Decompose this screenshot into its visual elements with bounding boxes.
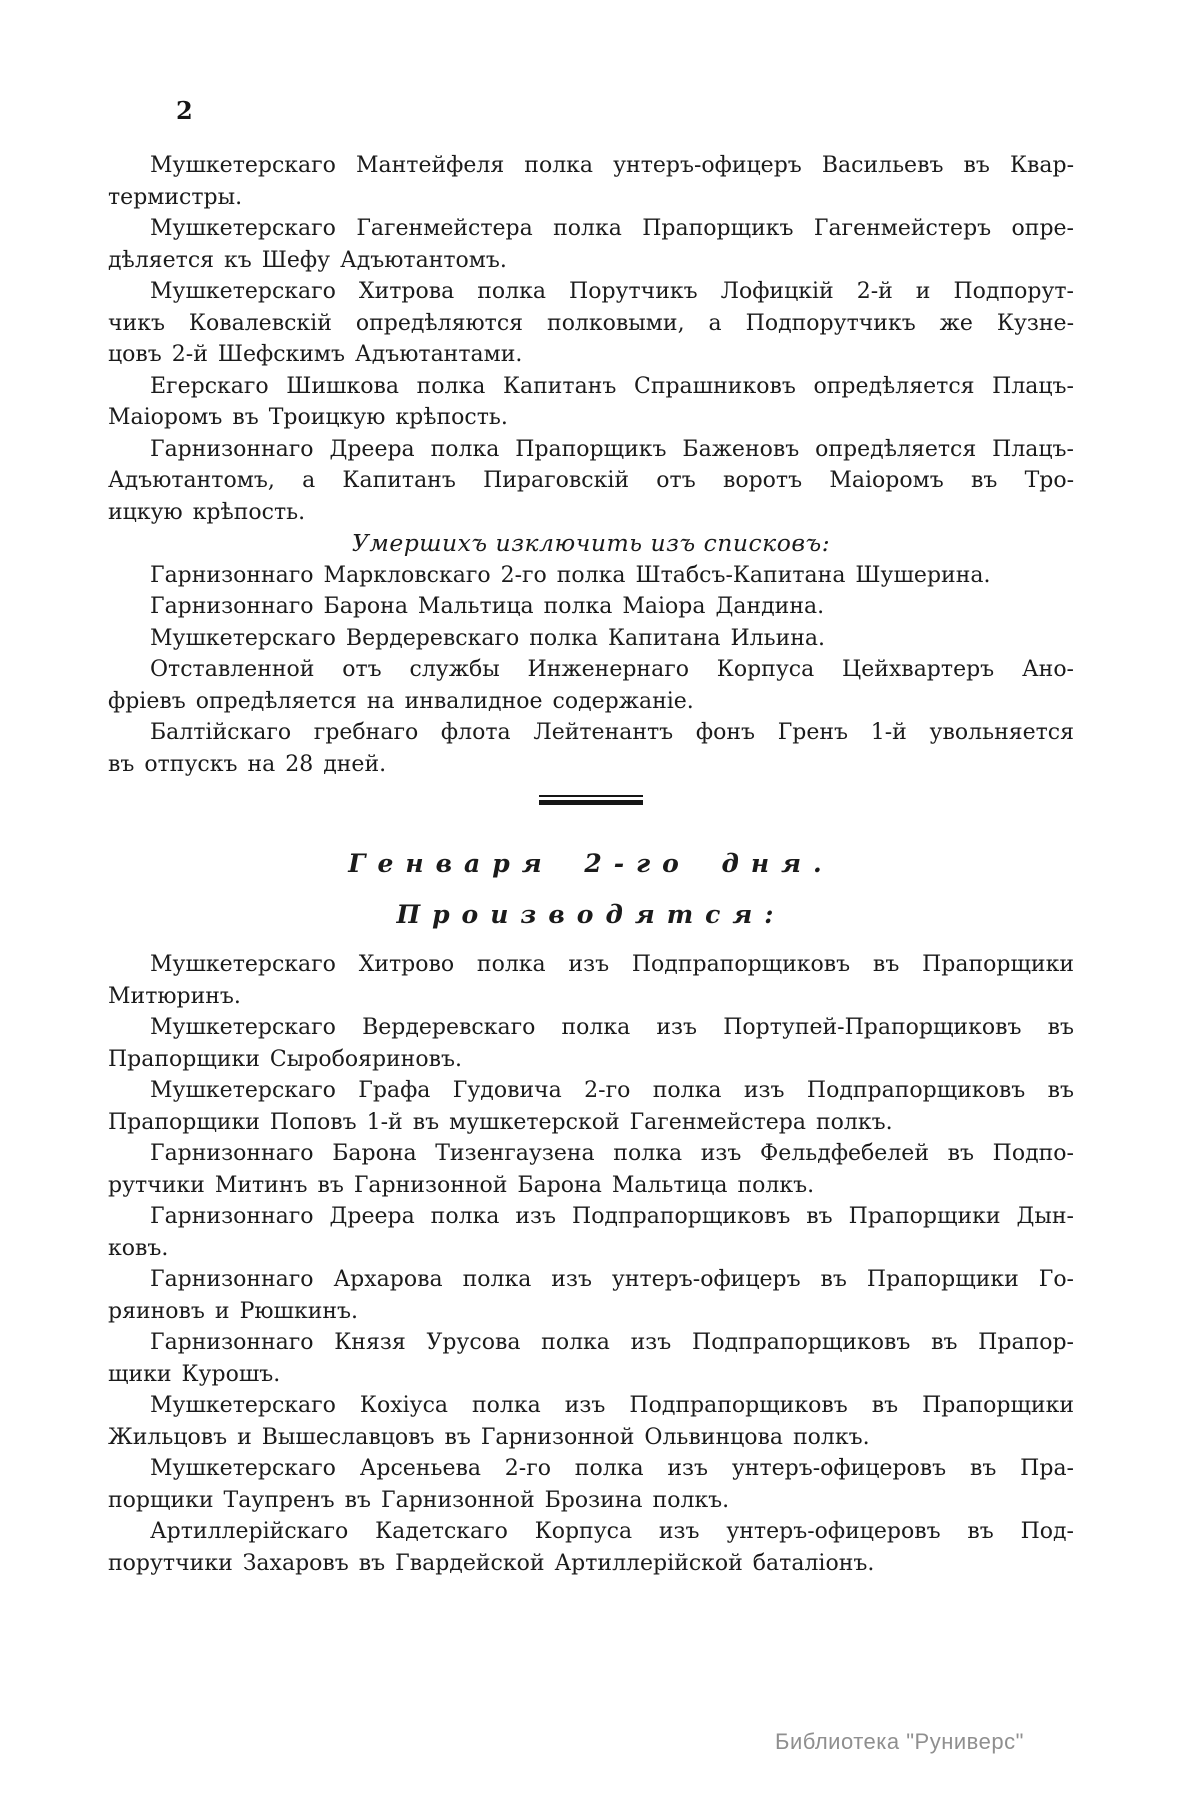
paragraph — [108, 150, 1074, 213]
text-line: Мушкетерскаго Вердеревскаго полка Капитана Ильина. — [150, 625, 826, 651]
paragraph — [108, 654, 1074, 717]
text-block — [108, 150, 1074, 1579]
text-line: Мушкетерскаго Вердеревскаго полка изъ Портупей-Прапорщиковъ въ — [150, 1015, 1074, 1040]
paragraph — [108, 1264, 1074, 1327]
library-watermark: Библиотека "Руниверс" — [775, 1729, 1024, 1754]
text-line: порщики Таупренъ въ Гарнизонной Брозина полкъ. — [108, 1487, 730, 1513]
text-line: Жильцовъ и Вышеславцовъ въ Гарнизонной Ольвинцова полкъ. — [108, 1424, 870, 1450]
text-line: Егерскаго Шишкова полка Капитанъ Спрашниковъ опредѣляется Плацъ- — [150, 373, 1074, 399]
text-line: Гарнизоннаго Дреера полка Прапорщикъ Баженовъ опредѣляется Плацъ- — [150, 436, 1074, 462]
paragraph — [108, 623, 1074, 655]
text-line: Прапорщики Поповъ 1-й въ мушкетерской Гагенмейстера полкъ. — [108, 1109, 893, 1135]
text-line: Гарнизоннаго Маркловскаго 2-го полка Штабсъ-Капитана Шушерина. — [150, 562, 991, 588]
subsection-heading: Умершихъ изключить изъ списковъ: — [351, 529, 831, 557]
text-line: Маіоромъ въ Троицкую крѣпость. — [108, 405, 508, 430]
text-line: Балтійскаго гребнаго флота Лейтенантъ фонъ Гренъ 1-й увольняется — [150, 720, 1074, 745]
paragraph — [108, 1075, 1074, 1138]
section-heading: Производятся: — [396, 900, 786, 929]
text-line: Мушкетерскаго Кохіуса полка изъ Подпрапорщиковъ въ Прапорщики — [150, 1393, 1074, 1418]
text-line: чикъ Ковалевскій опредѣляются полковыми, а Подпорутчикъ же Кузне- — [108, 310, 1074, 336]
text-line: Гарнизоннаго Барона Тизенгаузена полка изъ Фельдфебелей въ Подпо- — [150, 1141, 1074, 1166]
paragraph — [108, 1390, 1074, 1453]
text-line: Мушкетерскаго Хитрова полка Порутчикъ Лофицкій 2-й и Подпорут- — [150, 279, 1074, 304]
text-line: Мушкетерскаго Мантейфеля полка унтеръ-офицеръ Васильевъ въ Квар- — [150, 153, 1074, 178]
text-line: цовъ 2-й Шефскимъ Адъютантами. — [108, 342, 523, 367]
paragraph — [108, 1201, 1074, 1264]
text-line: ицкую крѣпость. — [108, 499, 306, 525]
text-line: Мушкетерскаго Графа Гудовича 2-го полка изъ Подпрапорщиковъ въ — [150, 1078, 1074, 1103]
paragraph — [108, 560, 1074, 592]
text-line: щики Курошъ. — [108, 1361, 281, 1387]
section-heading: Генваря 2-го дня. — [348, 849, 834, 878]
paragraph — [108, 591, 1074, 623]
text-line: ковъ. — [108, 1235, 169, 1261]
paragraph — [108, 1138, 1074, 1201]
paragraph — [108, 1012, 1074, 1075]
text-line: Гарнизоннаго Барона Мальтица полка Маіора Дандина. — [150, 594, 825, 619]
text-line: Прапорщики Сыробояриновъ. — [108, 1046, 462, 1072]
paragraph — [108, 213, 1074, 276]
section-divider — [539, 795, 643, 805]
text-line: порутчики Захаровъ въ Гвардейской Артиллерійской баталіонъ. — [108, 1550, 875, 1576]
paragraph — [108, 1453, 1074, 1516]
text-line: Мушкетерскаго Арсеньева 2-го полка изъ унтеръ-офицеровъ въ Пра- — [150, 1456, 1074, 1481]
text-line: Мушкетерскаго Хитрово полка изъ Подпрапорщиковъ въ Прапорщики — [150, 952, 1074, 977]
text-line: въ отпускъ на 28 дней. — [108, 751, 387, 777]
paragraph — [108, 717, 1074, 780]
text-line: Артиллерійскаго Кадетскаго Корпуса изъ унтеръ-офицеровъ въ Под- — [150, 1519, 1074, 1544]
text-line: Адъютантомъ, а Капитанъ Пираговскій отъ воротъ Маіоромъ въ Тро- — [108, 468, 1074, 493]
text-line: дѣляется къ Шефу Адъютантомъ. — [108, 247, 507, 273]
text-line: Отставленной отъ службы Инженернаго Корпуса Цейхвартеръ Ано- — [150, 657, 1074, 682]
page-number: 2 — [176, 96, 193, 125]
text-line: Митюринъ. — [108, 983, 241, 1009]
text-line: термистры. — [108, 184, 243, 210]
paragraph — [108, 434, 1074, 529]
paragraph — [108, 276, 1074, 371]
paragraph — [108, 371, 1074, 434]
paragraph — [108, 1327, 1074, 1390]
text-line: Гарнизоннаго Дреера полка изъ Подпрапорщиковъ въ Прапорщики Дын- — [150, 1204, 1074, 1229]
text-line: фріевъ опредѣляется на инвалидное содержаніе. — [108, 688, 694, 714]
text-line: рутчики Митинъ въ Гарнизонной Барона Мальтица полкъ. — [108, 1172, 815, 1198]
text-line: Гарнизоннаго Князя Урусова полка изъ Подпрапорщиковъ въ Прапор- — [150, 1330, 1074, 1355]
paragraph — [108, 1516, 1074, 1579]
text-line: Гарнизоннаго Архарова полка изъ унтеръ-офицеръ въ Прапорщики Го- — [150, 1267, 1074, 1292]
paragraph — [108, 949, 1074, 1012]
text-line: Мушкетерскаго Гагенмейстера полка Прапорщикъ Гагенмейстеръ опре- — [150, 216, 1074, 241]
text-line: ряиновъ и Рюшкинъ. — [108, 1298, 359, 1324]
